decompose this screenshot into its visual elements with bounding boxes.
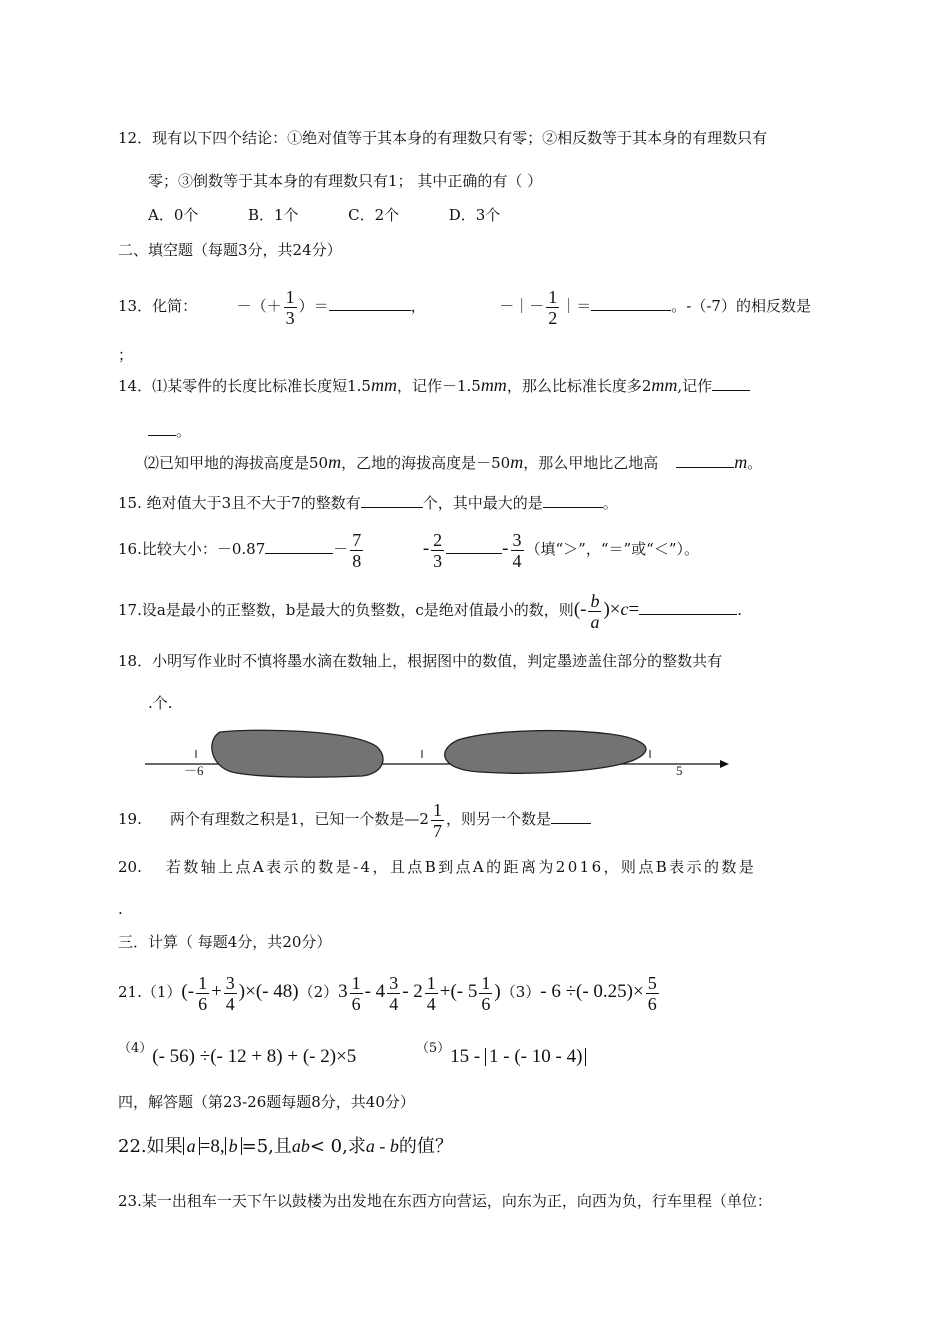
q22-ab: ab (291, 1136, 310, 1156)
q21-p2-b: - 4 (364, 981, 386, 1002)
q22-abs-a: a (183, 1137, 200, 1155)
q16-tail: （填“＞”，“＝”或“＜”）。 (525, 540, 700, 558)
q16-label: 16.比较大小：－0.87 (118, 540, 266, 558)
q21-p2-frac1-num: 1 (351, 972, 361, 993)
q19-frac-num: 1 (432, 799, 442, 820)
section-2-heading: 二、填空题（每题3分，共24分） (118, 241, 342, 259)
q22-text-f: 的值？ (398, 1136, 453, 1157)
q16-frac1-num: 7 (352, 529, 362, 550)
q15-blank-1[interactable] (361, 493, 423, 508)
q15-text-c: 。 (602, 494, 618, 512)
q21-label-3: （3） (500, 983, 541, 1001)
q21-p2-c: - 2 (402, 981, 423, 1002)
q13-expr1-suffix: ）＝ (298, 297, 329, 315)
section-3-heading: 三．计算（ 每题4分，共20分） (118, 933, 332, 951)
q21-label-4: （4） (118, 1041, 153, 1056)
q17-fraction (588, 591, 601, 632)
q14-unit-m-1: m (328, 452, 342, 472)
q12-option-b: B．1个 (247, 206, 299, 224)
q14-part2-period: 。 (747, 454, 763, 472)
q21-p2-frac4-den: 6 (481, 993, 491, 1014)
q21-p5-a: 15 - (450, 1046, 481, 1067)
q13-frac1-num: 1 (285, 286, 295, 307)
q13-frac1-den: 3 (285, 307, 295, 328)
q13-line (118, 283, 811, 329)
q23-line: 23.某一出租车一天下午以鼓楼为出发地在东西方向营运，向东为正，向西为负，行车里程（单位： (118, 1192, 772, 1210)
q18-line1: 18．小明写作业时不慎将墨水滴在数轴上，根据图中的数值，判定墨迹盖住部分的整数共有 (118, 652, 723, 670)
q15-blank-2[interactable] (543, 493, 603, 508)
q14-blank-2[interactable] (676, 453, 734, 468)
q13-blank-2[interactable] (591, 296, 671, 311)
q21-row2 (118, 1034, 586, 1067)
q21-p1-frac1 (196, 973, 209, 1014)
q12-option-a: A．0个 (148, 206, 199, 224)
q21-p1-frac2 (224, 973, 237, 1014)
q21-p1-plus: + (211, 981, 222, 1002)
q14-text-a: 14．⑴某零件的长度比标准长度短1.5 (118, 377, 371, 395)
q17-open-paren: (- (573, 599, 587, 620)
number-line-arrow (720, 760, 729, 768)
q14-unit-mm-1: mm (370, 375, 397, 395)
q13-blank-1[interactable] (329, 296, 411, 311)
q19-frac-den: 7 (432, 820, 442, 841)
q14-unit-m-3: m (734, 452, 748, 472)
q12-line1: 12．现有以下四个结论：①绝对值等于其本身的有理数只有零；②相反数等于其本身的有理数只有 (118, 129, 768, 147)
q19-line (118, 796, 591, 842)
q21-p2-frac1-den: 6 (351, 993, 361, 1014)
q21-row1 (118, 967, 661, 1017)
q22-a-minus-b: a - b (365, 1136, 399, 1156)
q21-p2-frac4 (479, 973, 492, 1014)
q21-p2-frac1 (350, 973, 363, 1014)
q14-text-c: ，那么比标准长度多2 (506, 377, 652, 395)
q13-frac2-num: 1 (548, 286, 558, 307)
q21-p3-a: - 6 ÷(- 0.25)× (540, 981, 644, 1002)
q13-fraction-2 (546, 287, 559, 328)
q14-blank-1a[interactable] (712, 376, 750, 391)
q21-p2-frac3-den: 4 (426, 993, 436, 1014)
q14-unit-mm-3: mm (651, 375, 678, 395)
q20-line (118, 856, 756, 878)
q19-number: 19. (118, 810, 142, 828)
q22-text-b: =8, (199, 1136, 225, 1157)
q14-line3 (144, 451, 762, 474)
q14-part2-text-b: ，乙地的海拔高度是－50 (341, 454, 511, 472)
q20-text: 若数轴上点A表示的数是-4，且点B到点A的距离为2016，则点B表示的数是 (165, 858, 757, 876)
q12-option-c: C．2个 (348, 206, 400, 224)
q12-option-d: D．3个 (448, 206, 501, 224)
q14-blank-1b[interactable] (148, 421, 176, 436)
q17-dot: . (737, 601, 743, 619)
q14-line2 (148, 420, 191, 442)
q21-p1-tail: )×(- 48) (238, 981, 299, 1002)
q16-blank-1[interactable] (265, 539, 333, 554)
q21-p3-frac (646, 973, 659, 1014)
q17-frac-num: b (590, 590, 600, 611)
q16-blank-2[interactable] (446, 539, 502, 554)
q16-fraction-3 (511, 530, 524, 571)
q16-frac3-num: 3 (512, 529, 522, 550)
q15-text-a: 15. 绝对值大于3且不大于7的整数有 (118, 494, 361, 512)
q13-expr1-prefix: －（＋ (236, 297, 282, 315)
label-minus-6: －6 (184, 763, 204, 778)
q19-text-a: 两个有理数之积是1，已知一个数是—2 (169, 810, 429, 828)
q14-period: 。 (176, 422, 192, 440)
q21-p1-frac2-den: 4 (225, 993, 235, 1014)
q21-p3-frac-den: 6 (647, 993, 657, 1014)
q17-var-c: c (620, 599, 629, 619)
section-4-heading: 四，解答题（第23-26题每题8分，共40分） (118, 1093, 415, 1111)
q14-text-d: ,记作 (677, 377, 713, 395)
q14-unit-mm-2: mm (480, 375, 507, 395)
q21-p2-e: ) (494, 981, 501, 1002)
q22-abs-b: b (225, 1137, 242, 1155)
q12-options (148, 204, 500, 226)
q15-line (118, 492, 618, 514)
q21-p1-frac2-num: 3 (225, 972, 235, 993)
q13-frac2-den: 2 (548, 307, 558, 328)
q14-text-b: ，记作－1.5 (396, 377, 481, 395)
q21-p2-frac2-num: 3 (389, 972, 399, 993)
q22-text-d: < 0,求 (309, 1136, 366, 1157)
q19-fraction (431, 800, 444, 841)
q17-text: 17.设a是最小的正整数，b是最大的负整数，c是绝对值最小的数，则 (118, 601, 574, 619)
q21-p2-a: 3 (338, 981, 348, 1002)
q13-semicolon: ； (118, 346, 134, 364)
q20-dot: . (118, 900, 123, 918)
q16-frac2-num: 2 (433, 529, 443, 550)
q18-line2: .个. (148, 694, 173, 712)
q17-equals: = (628, 599, 640, 620)
q21-p3-frac-num: 5 (647, 972, 657, 993)
q16-neg-1: － (333, 540, 349, 558)
label-5: 5 (676, 763, 683, 778)
q21-p1-frac1-num: 1 (198, 972, 208, 993)
q13-expr2-prefix: －｜－ (499, 297, 545, 315)
q16-frac1-den: 8 (352, 550, 362, 571)
q21-label: 21.（1） (118, 983, 182, 1001)
q14-line1 (118, 374, 750, 397)
q21-label-5: （5） (415, 1041, 451, 1056)
q16-neg-3: - (502, 538, 509, 559)
q16-fraction-1 (350, 530, 363, 571)
q21-p1-open: (- (181, 981, 195, 1002)
number-line-figure (140, 726, 730, 780)
q16-neg-2: - (422, 538, 430, 559)
q16-frac3-den: 4 (512, 550, 522, 571)
q22-text-a: 22.如果 (118, 1136, 183, 1157)
q21-p4: (- 56) ÷(- 12 + 8) + (- 2)×5 (152, 1046, 357, 1067)
q14-part2-text-c: ，那么甲地比乙地高 (523, 454, 659, 472)
q19-text-b: ，则另一个数是 (445, 810, 551, 828)
q21-p2-d: +(- 5 (439, 981, 478, 1002)
ink-blot-right (445, 731, 646, 774)
q21-label-2: （2） (298, 983, 339, 1001)
q14-part2-text-a: ⑵已知甲地的海拔高度是50 (144, 454, 329, 472)
q21-p2-frac4-num: 1 (481, 972, 491, 993)
q21-p2-frac2-den: 4 (389, 993, 399, 1014)
q17-frac-den: a (590, 611, 600, 632)
q13-comma: ， (410, 297, 426, 315)
q17-close-paren: )× (603, 599, 621, 620)
q14-unit-m-2: m (510, 452, 524, 472)
q17-line (118, 585, 742, 634)
q16-fraction-2 (431, 530, 444, 571)
q21-p2-frac3 (425, 973, 438, 1014)
q20-number: 20. (118, 858, 142, 876)
q17-blank[interactable] (639, 600, 737, 615)
q22-line (118, 1135, 453, 1158)
q21-p2-frac2 (387, 973, 400, 1014)
q13-expr2-suffix: ｜＝ (561, 297, 592, 315)
q12-line2: 零；③倒数等于其本身的有理数只有1； 其中正确的有（ ） (148, 172, 543, 190)
q13-label: 13．化简： (118, 297, 198, 315)
q22-text-c: =5,且 (241, 1136, 292, 1157)
q13-tail: 。-（-7）的相反数是 (671, 297, 811, 315)
q13-fraction-1 (284, 287, 297, 328)
q16-frac2-den: 3 (433, 550, 443, 571)
q16-line (118, 525, 699, 573)
ink-blot-left (212, 730, 383, 777)
q19-blank[interactable] (551, 809, 591, 824)
q21-p1-frac1-den: 6 (198, 993, 208, 1014)
q15-text-b: 个，其中最大的是 (422, 494, 543, 512)
q21-p5-bracket: 1 - (- 10 - 4) (485, 1048, 586, 1066)
q21-p2-frac3-num: 1 (426, 972, 436, 993)
